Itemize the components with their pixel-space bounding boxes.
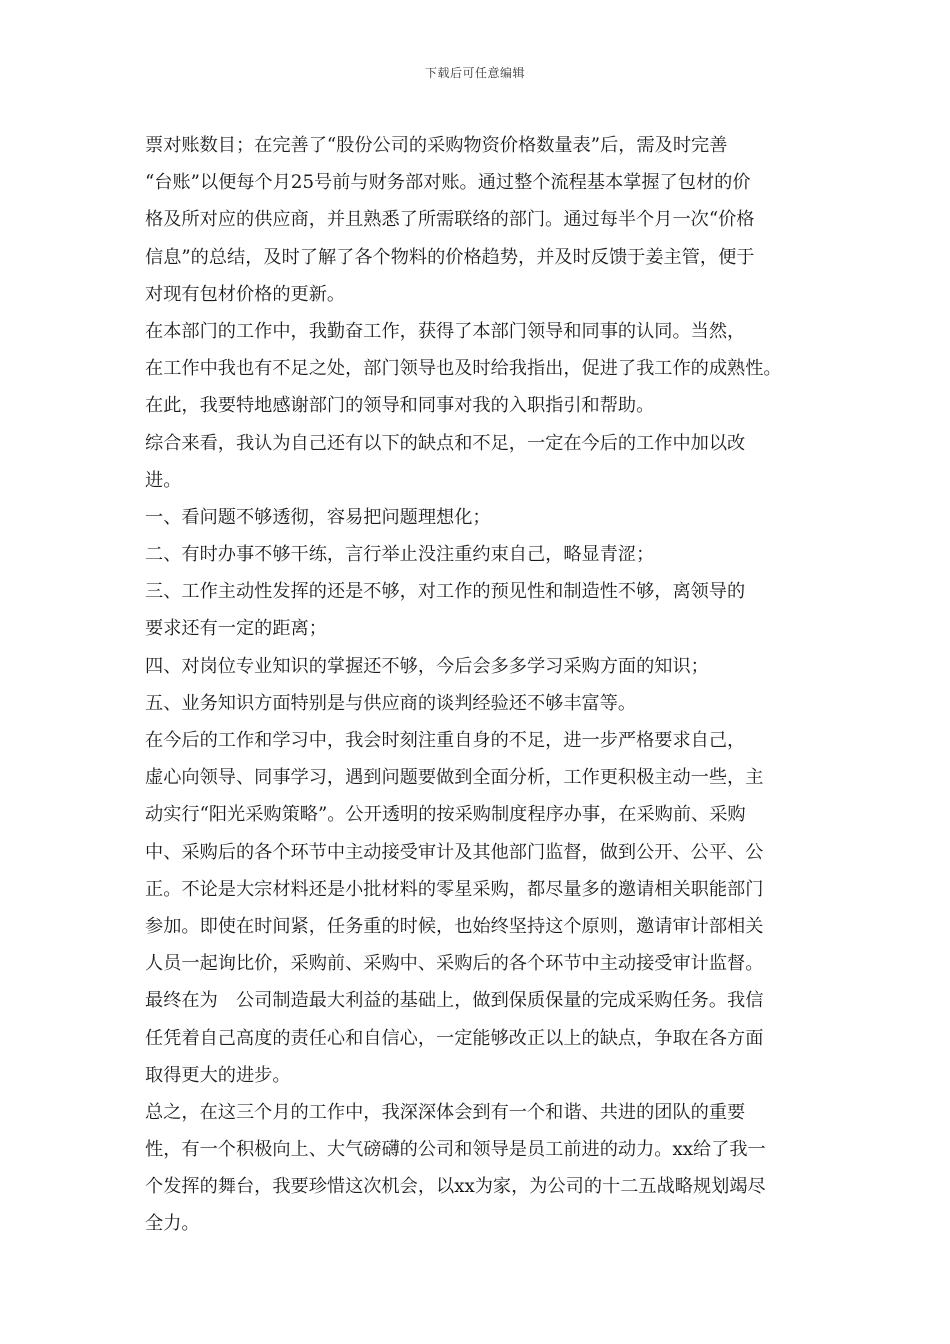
text-line: “台账”以便每个月25号前与财务部对账。通过整个流程基本掌握了包材的价: [145, 172, 751, 194]
text-line: 二、有时办事不够干练，言行举止没注重约束自己，略显青涩；: [145, 544, 655, 566]
text-line: 取得更大的进步。: [145, 1064, 291, 1086]
text-line: 四、对岗位专业知识的掌握还不够，今后会多多学习采购方面的知识；: [145, 655, 709, 677]
page-header: 下载后可任意编辑: [424, 66, 525, 80]
text-line: 正。不论是大宗材料还是小批材料的零星采购，都尽量多的邀请相关职能部门: [145, 878, 764, 900]
text-line: 五、业务知识方面特别是与供应商的谈判经验还不够丰富等。: [145, 692, 637, 714]
text-line: 在此，我要特地感谢部门的领导和同事对我的入职指引和帮助。: [145, 395, 655, 417]
text-line: 信息”的总结，及时了解了各个物料的价格趋势，并及时反馈于姜主管，便于: [145, 246, 755, 268]
text-line: 虚心向领导、同事学习，遇到问题要做到全面分析，工作更积极主动一些，主: [145, 767, 764, 789]
text-line: 综合来看，我认为自己还有以下的缺点和不足，一定在今后的工作中加以改: [145, 432, 746, 454]
text-line: 总之，在这三个月的工作中，我深深体会到有一个和谐、共进的团队的重要: [145, 1101, 746, 1123]
text-line: 格及所对应的供应商，并且熟悉了所需联络的部门。通过每半个月一次“价格: [145, 209, 755, 231]
text-line: 进。: [145, 469, 182, 491]
text-line: 人员一起询比价，采购前、采购中、采购后的各个环节中主动接受审计监督。: [145, 953, 764, 975]
text-line: 在工作中我也有不足之处，部门领导也及时给我指出，促进了我工作的成熟性。: [145, 358, 782, 380]
document-body: [145, 127, 807, 1243]
text-line: 中、采购后的各个环节中主动接受审计及其他部门监督，做到公开、公平、公: [145, 841, 764, 863]
text-line: 三、工作主动性发挥的还是不够，对工作的预见性和制造性不够，离领导的: [145, 581, 746, 603]
text-line: 票对账数目；在完善了“股份公司的采购物资价格数量表”后，需及时完善: [145, 135, 728, 156]
text-line: 在今后的工作和学习中，我会时刻注重自身的不足，进一步严格要求自己，: [145, 730, 746, 751]
text-line: 全力。: [145, 1213, 200, 1235]
text-line: 最终在为 公司制造最大利益的基础上，做到保质保量的完成采购任务。我信: [145, 990, 764, 1012]
text-line: 对现有包材价格的更新。: [145, 283, 346, 305]
text-line: 性，有一个积极向上、大气磅礴的公司和领导是员工前进的动力。xx给了我一: [145, 1139, 766, 1161]
text-line: 要求还有一定的距离；: [145, 618, 327, 640]
text-line: 一、看问题不够透彻，容易把问题理想化；: [145, 506, 491, 528]
text-line: 任凭着自己高度的责任心和自信心，一定能够改正以上的缺点，争取在各方面: [145, 1027, 764, 1049]
text-line: 动实行“阳光采购策略”。公开透明的按采购制度程序办事，在采购前、采购: [145, 804, 746, 826]
text-line: 个发挥的舞台，我要珍惜这次机会，以xx为家，为公司的十二五战略规划竭尽: [145, 1176, 766, 1198]
text-line: 参加。即使在时间紧，任务重的时候，也始终坚持这个原则，邀请审计部相关: [145, 915, 764, 937]
text-line: 在本部门的工作中，我勤奋工作，获得了本部门领导和同事的认同。当然，: [145, 320, 746, 342]
